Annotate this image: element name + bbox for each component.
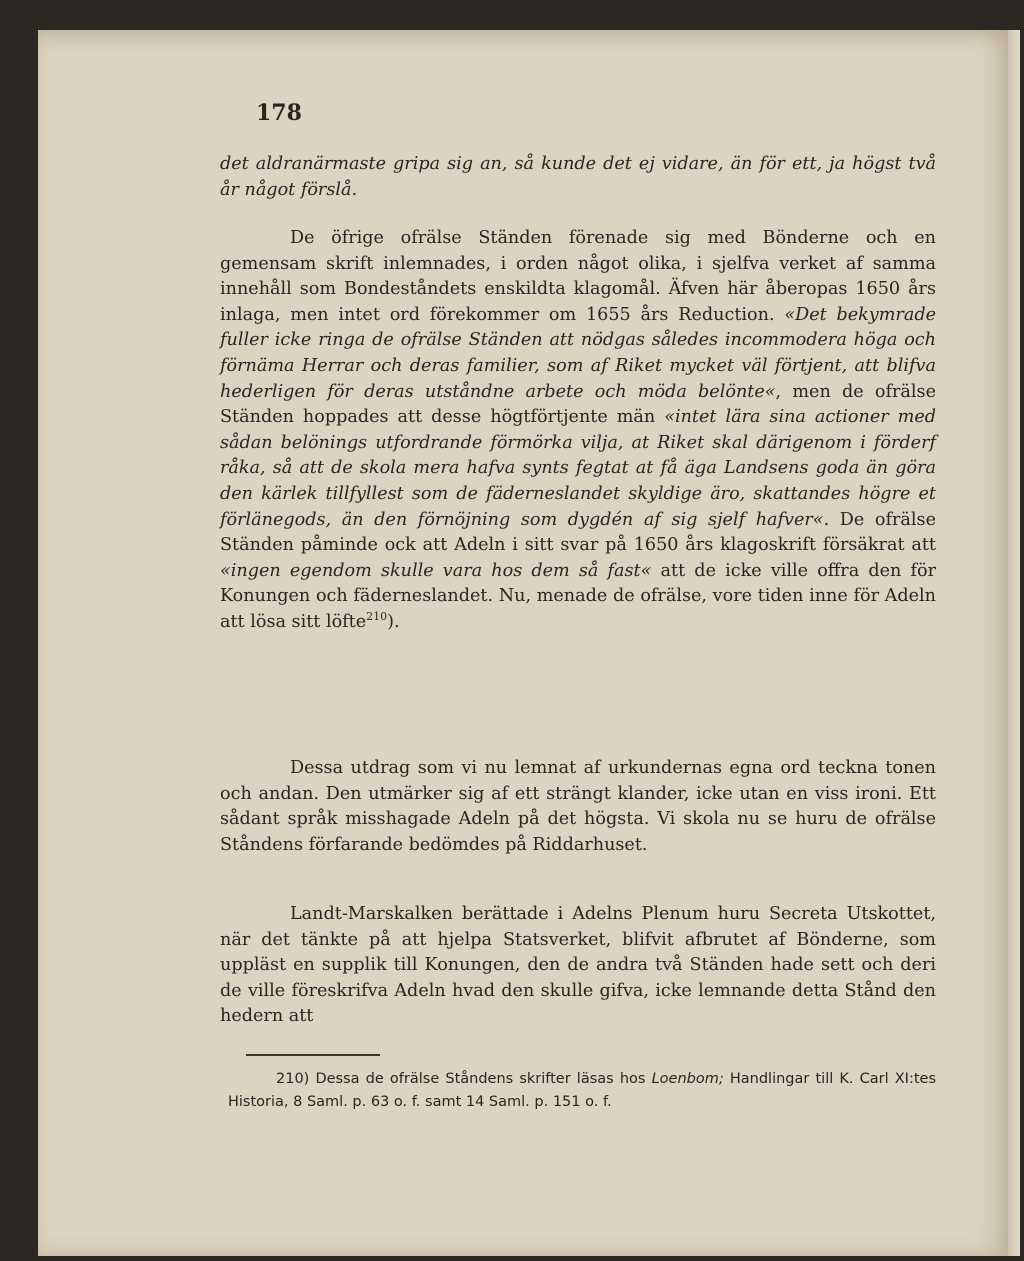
paragraph-landt-marskalken: Landt-Marskalken berättade i Adelns Plenum huru Secreta Utskottet, när det tänkte på att hjelpa Statsverket, blifvit afbrutet af Bönderne, som uppläst en supplik till Konungen, den de andra två Ständen hade sett och deri de ville föreskrifva Adeln hvad den skulle gifva, icke lemnande detta Stånd den hedern att	[220, 904, 936, 1027]
paragraph-continued: det aldranärmaste gripa sig an, så kunde det ej vidare, än för ett, ja högst två år något förslå.	[220, 154, 936, 200]
footnote-divider	[246, 1054, 380, 1056]
paragraph-text: att de icke ville offra den för Konungen och fäderneslandet. Nu, menade de ofrälse, vore tiden inne för Adeln att lösa sitt löfte	[220, 560, 936, 632]
page-number: 178	[256, 100, 302, 126]
quotation: «Det bekymrade fuller icke ringa de ofrälse Ständen att nödgas således incommodera höga och förnäma Herrar och deras familier, som af Riket mycket väl förtjent, att blifva hederligen för deras utståndne arbete och möda belönte«	[220, 304, 936, 402]
footnote-text: Handlingar till K. Carl XI:tes Historia, 8 Saml. p. 63 o. f. samt 14 Saml. p. 151 o. f.	[228, 1071, 936, 1110]
footnote-author: Loenbom;	[651, 1071, 724, 1087]
paragraph-text: , men de ofrälse Ständen hoppades att desse högtförtjente män	[220, 381, 936, 428]
page-edge	[1008, 30, 1020, 1256]
paragraph-text: De öfrige ofrälse Ständen förenade sig med Bönderne och en gemensam skrift inlemnades, i orden något olika, i sjelfva verket af samma innehåll som Bondeståndets enskildta klagomål. Äfven här åberopas 1650 års inlaga, men intet ord förekommer om 1655 års Reduction.	[220, 228, 936, 325]
quotation: «ingen egendom skulle vara hos dem så fast«	[220, 560, 652, 581]
paragraph-dessa-utdrag: Dessa utdrag som vi nu lemnat af urkundernas egna ord teckna tonen och andan. Den utmärker sig af ett strängt klander, icke utan en viss ironi. Ett sådant språk misshagade Adeln på det högsta. Vi skola nu se huru de ofrälse Ståndens förfarande bedömdes på Riddarhuset.	[220, 758, 936, 855]
paragraph-ofralse-standen	[220, 226, 936, 636]
paragraph-text: ).	[387, 611, 400, 632]
footnote-text: 210) Dessa de ofrälse Ståndens skrifter läsas hos	[276, 1071, 652, 1087]
paragraph-text: . De ofrälse Ständen påminde ock att Adeln i sitt svar på 1650 års klagoskrift försäkrat att	[220, 509, 936, 556]
footnote-reference: 210	[366, 610, 388, 624]
quotation: «intet lära sina actioner med sådan belönings utfordrande förmörka vilja, at Riket skal därigenom i förderf råka, så att de skola mera hafva synts fegtat at få äga Landsens goda än göra den kärlek tillfyllest som de fäderneslandet skyldige äro, skattandes högre et förlänegods, än den förnöjning som dygdén af sig sjelf hafver«	[220, 407, 936, 530]
footnote	[228, 1068, 936, 1114]
